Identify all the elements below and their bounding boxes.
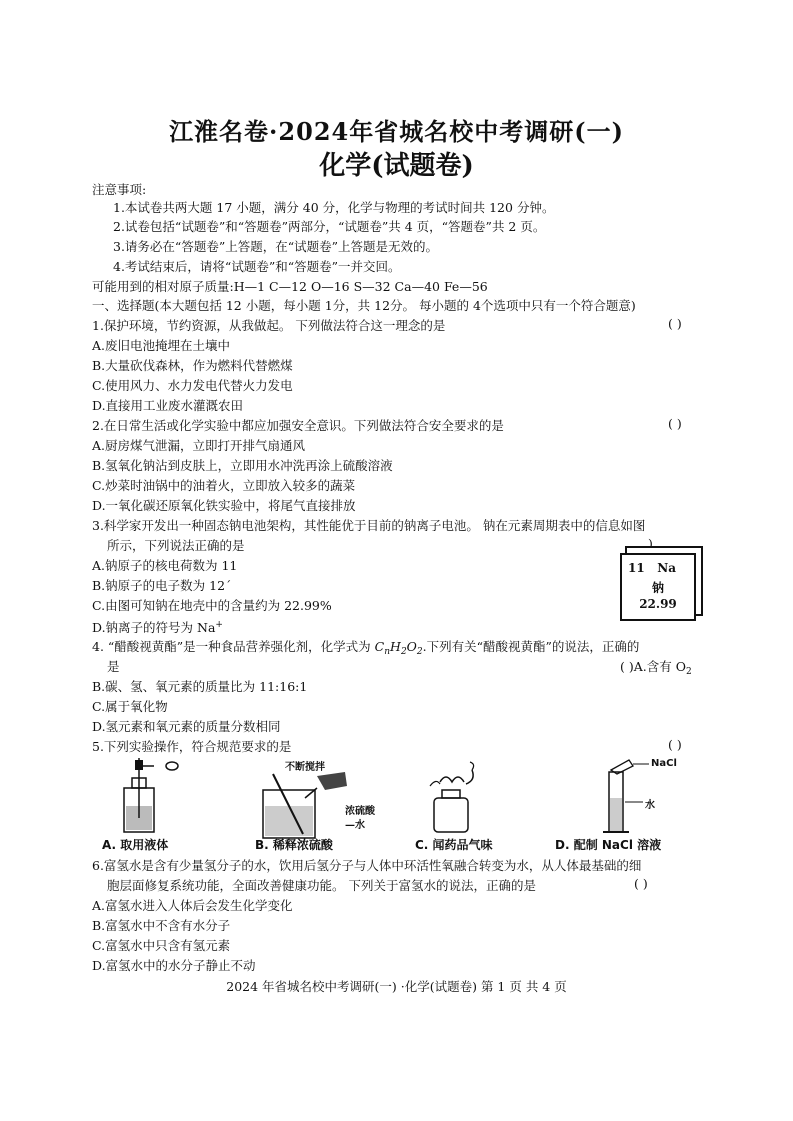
answer-paren: ( )	[634, 876, 648, 891]
q4-stem-part: .下列有关“醋酸视黄酯”的说法，正确的	[422, 639, 640, 654]
figure-a	[100, 758, 250, 853]
q4-option-b: B.碳、氢、氧元素的质量比为 11:16:1	[92, 679, 308, 694]
notes-heading: 注意事项:	[92, 182, 147, 197]
element-symbol: Na	[657, 561, 676, 575]
q1-option-b: B.大量砍伐森林，作为燃料代替燃煤	[92, 358, 293, 373]
figure-d	[555, 758, 720, 853]
exam-title: 江淮名卷·2024年省城名校中考调研(一)	[169, 117, 624, 146]
answer-paren: )	[648, 536, 653, 551]
q6-option-c: C.富氢水中只含有氢元素	[92, 938, 231, 953]
q4-inline-text: ( )A.含有 O	[620, 659, 686, 674]
section-heading: 一、选择题(本大题包括 12 小题，每小题 1分，共 12分。 每小题的 4个选项中只有一个符合题意)	[92, 298, 636, 313]
q3-option-a: A.钠原子的核电荷数为 11	[92, 558, 238, 573]
exam-subtitle: 化学(试题卷)	[319, 151, 474, 181]
periodic-table-tile	[620, 553, 696, 621]
formula-h-sub: 2	[400, 647, 407, 657]
label-acid: 浓硫酸	[345, 806, 375, 817]
q4-option-d: D.氢元素和氧元素的质量分数相同	[92, 719, 281, 734]
q2-option-a: A.厨房煤气泄漏，立即打开排气扇通风	[92, 438, 306, 453]
formula	[374, 639, 423, 657]
q2-option-b: B.氢氧化钠沾到皮肤上，立即用水冲洗再涂上硫酸溶液	[92, 458, 393, 473]
q4-option-c: C.属于氧化物	[92, 699, 168, 714]
tile-number-symbol	[628, 561, 676, 575]
formula-c-sub: n	[384, 647, 391, 657]
question-2-stem: 2.在日常生活或化学实验中都应加强安全意识。下列做法符合安全要求的是	[92, 418, 504, 433]
lab-figures	[100, 758, 720, 853]
q1-option-c: C.使用风力、水力发电代替火力发电	[92, 378, 293, 393]
question-3-stem-cont: 所示，下列说法正确的是	[107, 538, 245, 553]
atomic-masses: 可能用到的相对原子质量:H—1 C—12 O—16 S—32 Ca—40 Fe—56	[92, 279, 488, 294]
question-5-stem: 5.下列实验操作，符合规范要求的是	[92, 739, 292, 754]
q3-option-d	[92, 616, 223, 637]
label-stir: 不断搅拌	[285, 762, 325, 773]
question-3-stem: 3.科学家开发出一种固态钠电池架构，其性能优于目前的钠离子电池。 钠在元素周期表中的信息如图	[92, 518, 646, 533]
label-water-b: —水	[345, 820, 365, 831]
note-item: 3.请务必在“答题卷”上答题，在“试题卷”上答题是无效的。	[113, 239, 438, 254]
question-6-stem: 6.富氢水是含有少量氢分子的水，饮用后氢分子与人体中环活性氧融合转变为水，从人体最基础的细	[92, 858, 642, 873]
q6-option-d: D.富氢水中的水分子静止不动	[92, 958, 256, 973]
question-4-stem-cont: 是	[107, 659, 120, 674]
q6-option-b: B.富氢水中不含有水分子	[92, 918, 231, 933]
figure-d-caption: D. 配制 NaCl 溶液	[555, 838, 662, 852]
figure-c-caption: C. 闻药品气味	[415, 838, 493, 852]
dropper-bottle-illustration	[110, 758, 190, 836]
q4-inline-paren-option-a	[620, 657, 692, 677]
figure-a-caption: A. 取用液体	[102, 838, 169, 852]
question-1-stem: 1.保护环境，节约资源，从我做起。 下列做法符合这一理念的是	[92, 318, 446, 333]
smelling-illustration	[420, 760, 500, 835]
page-footer: 2024 年省城名校中考调研(一) ·化学(试题卷) 第 1 页 共 4 页	[226, 979, 567, 994]
element-name: 钠	[651, 581, 664, 595]
note-item: 1.本试卷共两大题 17 小题，满分 40 分，化学与物理的考试时间共 120 分钟。	[113, 200, 555, 215]
q3-option-b: B.钠原子的电子数为 12´	[92, 578, 232, 593]
label-water-b-text: 水	[355, 820, 365, 831]
q1-option-a: A.废旧电池掩埋在土壤中	[92, 338, 231, 353]
q6-option-a: A.富氢水进入人体后会发生化学变化	[92, 898, 293, 913]
q2-option-d: D.一氧化碳还原氧化铁实验中，将尾气直接排放	[92, 498, 356, 513]
figure-b	[255, 758, 405, 853]
formula-o-sub: 2	[416, 647, 423, 657]
q4-stem-part: 4. “醋酸视黄酯”是一种食品营养强化剂，化学式为	[92, 639, 375, 654]
q3-option-c: C.由图可知钠在地壳中的含量约为 22.99%	[92, 598, 332, 613]
q1-option-d: D.直接用工业废水灌溉农田	[92, 398, 244, 413]
answer-paren: ( )	[668, 316, 682, 331]
label-nacl: NaCl	[651, 758, 677, 769]
question-6-stem-cont: 胞层面修复系统功能，全面改善健康功能。 下列关于富氢水的说法，正确的是	[107, 878, 536, 893]
answer-paren: ( )	[668, 416, 682, 431]
q3-option-d-text: D.钠离子的符号为 Na	[92, 620, 216, 635]
atomic-mass: 22.99	[639, 597, 677, 611]
note-item: 4.考试结束后，请将“试题卷”和“答题卷”一并交回。	[113, 259, 401, 274]
q2-option-c: C.炒菜时油锅中的油着火，立即放入较多的蔬菜	[92, 478, 356, 493]
figure-c	[415, 758, 565, 853]
figure-b-caption: B. 稀释浓硫酸	[255, 838, 333, 852]
atomic-number: 11	[628, 561, 645, 575]
note-item: 2.试卷包括“试题卷”和“答题卷”两部分，“试题卷”共 4 页，“答题卷”共 2 页。	[113, 219, 546, 234]
formula-h: H	[390, 639, 401, 654]
formula-o: O	[406, 639, 417, 654]
ion-charge: +	[215, 620, 223, 630]
formula-c: C	[374, 639, 385, 654]
q4-inline-sub: 2	[685, 667, 692, 677]
answer-paren: ( )	[668, 737, 682, 752]
question-4-stem	[92, 637, 639, 662]
label-water-d: 水	[645, 800, 655, 811]
